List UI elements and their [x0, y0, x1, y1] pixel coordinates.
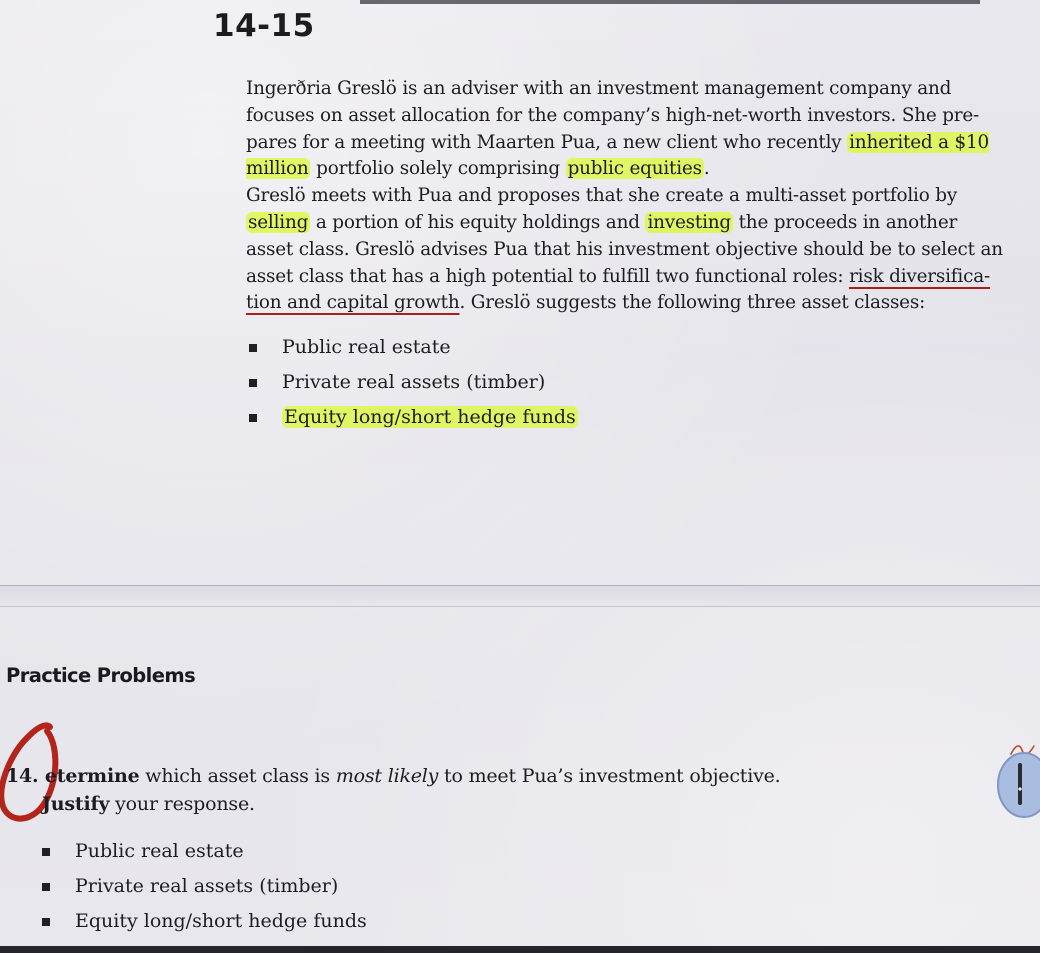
practice-question-14: 14. etermine which asset class is most likely to meet Pua’s investment objective. Justify your response.: [6, 762, 906, 818]
question-emphasis: most likely: [335, 765, 439, 787]
list-item: Public real estate: [249, 330, 578, 365]
practice-problems-heading: Practice Problems: [6, 664, 196, 687]
list-item: [249, 400, 578, 435]
page-divider: [0, 585, 1040, 607]
bullet-square-icon: [249, 379, 257, 387]
list-item: Private real assets (timber): [249, 365, 578, 400]
vignette-paragraph-1: Ingerðria Greslö is an adviser with an investment management company and focuses on asset allocation for the company’s high-net-worth investors. She pre-pares for a meeting with Maarten Pua, a new client who recently inherited a $10 million portfolio solely comprising public equities .: [246, 78, 990, 180]
list-item: Private real assets (timber): [42, 869, 367, 904]
question-number: 14.: [6, 765, 45, 787]
highlight-public-equities: public equities: [567, 158, 702, 180]
highlight-selling: selling: [248, 211, 309, 233]
bullet-square-icon: [42, 848, 50, 856]
highlight-hedge-funds: Equity long/short hedge funds: [284, 406, 576, 428]
bullet-square-icon: [249, 414, 257, 422]
section-number: 14-15: [213, 8, 315, 44]
pen-tool-icon[interactable]: [996, 745, 1040, 820]
page-top-edge: [360, 0, 980, 10]
question-continuation: Justify your response.: [42, 793, 255, 815]
highlight-investing: investing: [647, 211, 731, 233]
bullet-square-icon: [249, 344, 257, 352]
underline-functional-roles: risk diversifica-tion and capital growth: [246, 265, 990, 314]
list-item: Public real estate: [42, 834, 367, 869]
bullet-square-icon: [42, 918, 50, 926]
question-verb: etermine: [44, 765, 140, 787]
bullet-square-icon: [42, 883, 50, 891]
question-option-list: [42, 834, 367, 939]
highlight-inherited: inherited a $10 million: [246, 131, 990, 180]
bottom-edge: [0, 946, 1040, 953]
vignette-paragraph-2: Greslö meets with Pua and proposes that she create a multi-asset portfolio by selling a portion of his equity holdings and investing the proceeds in another asset class. Greslö advises Pua that his investment objective should be to select an asset class that has a high potential to fulfill two functional roles: risk diversifica-tion and capital growth. Greslö suggests the following three asset classes:: [246, 185, 1003, 314]
case-vignette: [246, 76, 1006, 317]
vignette-asset-class-list: [249, 330, 578, 435]
list-item: Equity long/short hedge funds: [42, 904, 367, 939]
